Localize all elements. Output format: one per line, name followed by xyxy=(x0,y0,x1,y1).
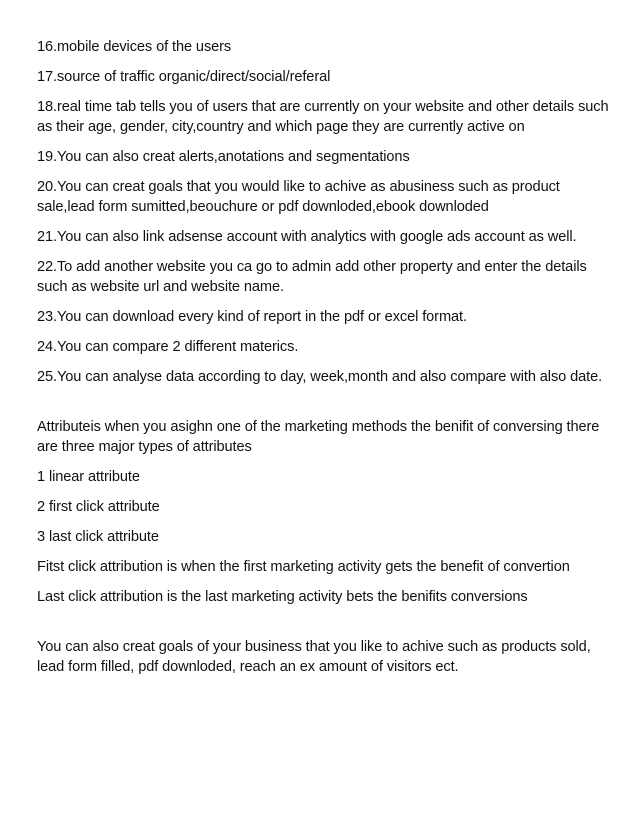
list-item-22: 22.To add another website you ca go to admin add other property and enter the details such as website url and website name. xyxy=(37,259,587,295)
list-item-25: 25.You can analyse data according to day, week,month and also compare with also date. xyxy=(37,369,603,385)
attribute-type-linear: 1 linear attribute xyxy=(37,469,140,485)
list-item-20: 20.You can creat goals that you would like to achive as abusiness such as product sale,lead form sumitted,beouchure or pdf downloded,ebook downloded xyxy=(37,179,560,215)
section-spacer xyxy=(37,617,609,637)
list-item-19: 19.You can also creat alerts,anotations and segmentations xyxy=(37,149,410,165)
list-item-16: 16.mobile devices of the users xyxy=(37,39,232,55)
list-item-23: 23.You can download every kind of report in the pdf or excel format. xyxy=(37,309,467,325)
list-item-24: 24.You can compare 2 different materics. xyxy=(37,339,299,355)
attribution-intro: Attributeis when you asighn one of the marketing methods the benifit of conversing there are three major types of attributes xyxy=(37,419,600,455)
list-item-21: 21.You can also link adsense account with analytics with google ads account as well. xyxy=(37,229,577,245)
first-click-definition: Fitst click attribution is when the first marketing activity gets the benefit of convertion xyxy=(37,559,570,575)
goals-paragraph: You can also creat goals of your business that you like to achive such as products sold, lead form filled, pdf downloded, reach an ex amount of visitors ect. xyxy=(37,639,591,675)
document-content xyxy=(37,37,609,687)
list-item-18: 18.real time tab tells you of users that are currently on your website and other details such as their age, gender, city,country and which page they are currently active on xyxy=(37,99,609,135)
last-click-definition: Last click attribution is the last marketing activity bets the benifits conversions xyxy=(37,589,528,605)
list-item-17: 17.source of traffic organic/direct/social/referal xyxy=(37,69,331,85)
section-spacer xyxy=(37,397,609,417)
attribute-type-last-click: 3 last click attribute xyxy=(37,529,159,545)
attribute-type-first-click: 2 first click attribute xyxy=(37,499,160,515)
